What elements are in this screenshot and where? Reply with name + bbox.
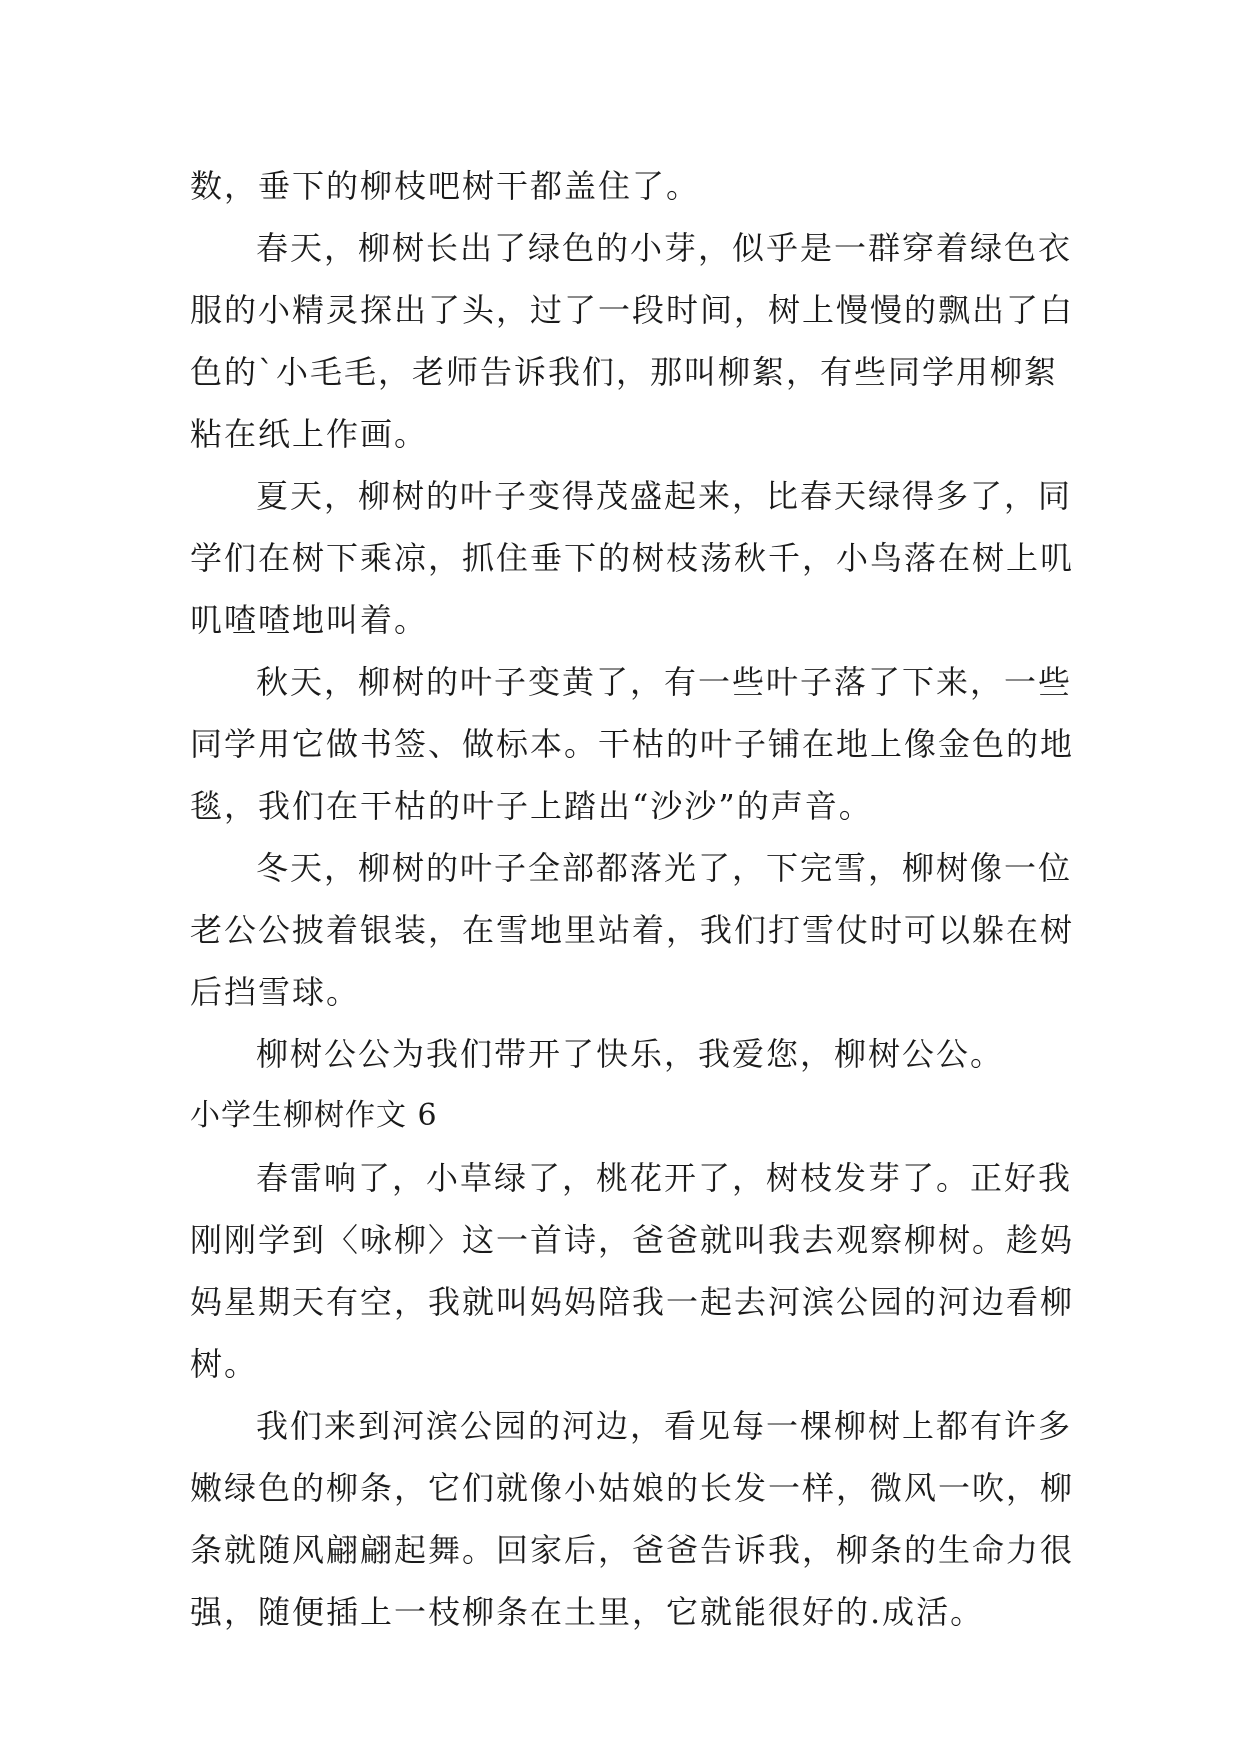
- text-line: 学们在树下乘凉，抓住垂下的树枝荡秋千，小鸟落在树上叽: [190, 539, 1075, 577]
- paragraph-start-line: 夏天，柳树的叶子变得茂盛起来，比春天绿得多了，同: [256, 477, 1073, 515]
- text-line: 条就随风翩翩起舞。回家后，爸爸告诉我，柳条的生命力很: [190, 1531, 1075, 1569]
- text-line: 数，垂下的柳枝吧树干都盖住了。: [190, 167, 701, 205]
- document-body: [190, 155, 1075, 1643]
- text-line: 树。: [190, 1345, 259, 1383]
- paragraph-start-line: 春天，柳树长出了绿色的小芽，似乎是一群穿着绿色衣: [256, 229, 1073, 267]
- paragraph-start-line: 柳树公公为我们带开了快乐，我爱您，柳树公公。: [256, 1035, 1005, 1073]
- paragraph-start-line: 秋天，柳树的叶子变黄了，有一些叶子落了下来，一些: [256, 663, 1073, 701]
- text-line: 服的小精灵探出了头，过了一段时间，树上慢慢的飘出了白: [190, 291, 1075, 329]
- text-line: 粘在纸上作画。: [190, 415, 429, 453]
- text-line: 同学用它做书签、做标本。干枯的叶子铺在地上像金色的地: [190, 725, 1075, 763]
- text-line: 强，随便插上一枝柳条在土里，它就能很好的.成活。: [190, 1593, 985, 1631]
- paragraph-start-line: 春雷响了，小草绿了，桃花开了，树枝发芽了。正好我: [256, 1159, 1073, 1197]
- text-line: 刚刚学到〈咏柳〉这一首诗，爸爸就叫我去观察柳树。趁妈: [190, 1221, 1075, 1259]
- paragraph-start-line: 我们来到河滨公园的河边，看见每一棵柳树上都有许多: [256, 1407, 1073, 1445]
- text-line: 后挡雪球。: [190, 973, 361, 1011]
- text-line: 毯，我们在干枯的叶子上踏出“沙沙”的声音。: [190, 787, 873, 825]
- text-line: 叽喳喳地叫着。: [190, 601, 429, 639]
- paragraph-start-line: 冬天，柳树的叶子全部都落光了，下完雪，柳树像一位: [256, 849, 1073, 887]
- text-line: 妈星期天有空，我就叫妈妈陪我一起去河滨公园的河边看柳: [190, 1283, 1075, 1321]
- text-line: 老公公披着银装，在雪地里站着，我们打雪仗时可以躲在树: [190, 911, 1075, 949]
- section-heading: 小学生柳树作文 6: [190, 1098, 438, 1133]
- text-line: 嫩绿色的柳条，它们就像小姑娘的长发一样，微风一吹，柳: [190, 1469, 1075, 1507]
- text-line: 色的`小毛毛，老师告诉我们，那叫柳絮，有些同学用柳絮: [190, 353, 1059, 391]
